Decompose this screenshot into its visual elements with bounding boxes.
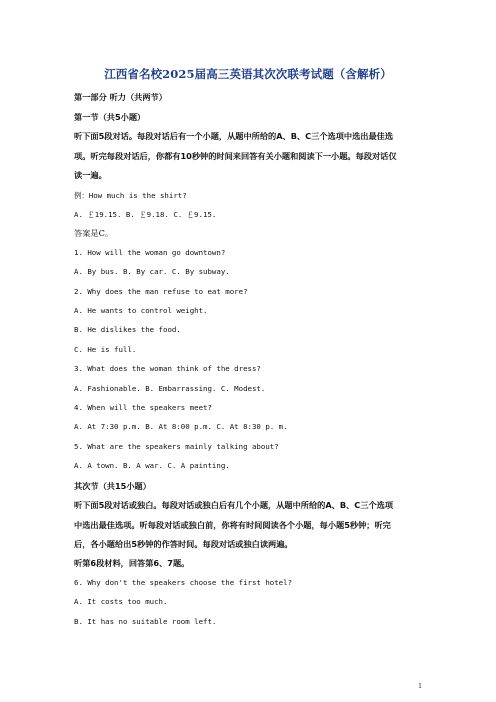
option-line: B. He dislikes the food.: [74, 325, 181, 334]
example-answer: 答案是C。: [74, 228, 114, 238]
option-line: B. It has no suitable room left.: [74, 617, 217, 626]
question-line: 3. What does the woman think of the dress?: [74, 364, 261, 373]
section-heading-2: 其次节（共15小题）: [74, 481, 151, 491]
instruction-line: 听下面5段对话。每段对话后有一个小题，从题中所给的A、B、C三个选项中选出最佳选: [74, 131, 394, 141]
example-question: 例：How much is the shirt?: [74, 191, 187, 200]
option-line: A. A town. B. A war. C. A painting.: [74, 461, 230, 470]
question-line: 6. Why don't the speakers choose the first hotel?: [74, 578, 293, 587]
option-line: A. Fashionable. B. Embarrassing. C. Modest.: [74, 384, 266, 393]
page-number: 1: [418, 682, 423, 690]
instruction-line: 中选出最佳选项。听每段对话或独白前，你将有时间阅读各个小题，每小题5秒钟；听完: [74, 520, 391, 530]
option-line: A. It costs too much.: [74, 597, 168, 606]
instruction-line: 读一遍。: [74, 170, 107, 180]
instruction-line: 后，各小题给出5秒钟的作答时间。每段对话或独白读两遍。: [74, 539, 293, 549]
section-heading-1: 第一节（共5小题）: [74, 112, 146, 122]
example-options: A. ￡19.15. B. ￡9.18. C. ￡9.15.: [74, 210, 217, 219]
option-line: C. He is full.: [74, 345, 137, 354]
option-line: A. At 7:30 p.m. B. At 8:00 p.m. C. At 8:30 p. m.: [74, 422, 288, 431]
section-heading-part1: 第一部分 听力（共两节）: [74, 92, 167, 102]
question-line: 5. What are the speakers mainly talking about?: [74, 442, 279, 451]
option-line: A. By bus. B. By car. C. By subway.: [74, 267, 230, 276]
instruction-line: 听下面5段对话或独白。每段对话或独白后有几个小题，从题中所给的A、B、C三个选项: [74, 500, 394, 510]
instruction-line: 项。听完每段对话后，你都有10秒钟的时间来回答有关小题和阅读下一小题。每段对话仅: [74, 151, 397, 161]
question-line: 2. Why does the man refuse to eat more?: [74, 287, 248, 296]
option-line: A. He wants to control weight.: [74, 306, 208, 315]
material-heading: 听第6段材料，回答第6、7题。: [74, 558, 190, 568]
document-title: 江西省名校2025届高三英语其次次联考试题（含解析）: [104, 67, 392, 81]
question-line: 4. When will the speakers meet?: [74, 403, 212, 412]
question-line: 1. How will the woman go downtown?: [74, 248, 226, 257]
